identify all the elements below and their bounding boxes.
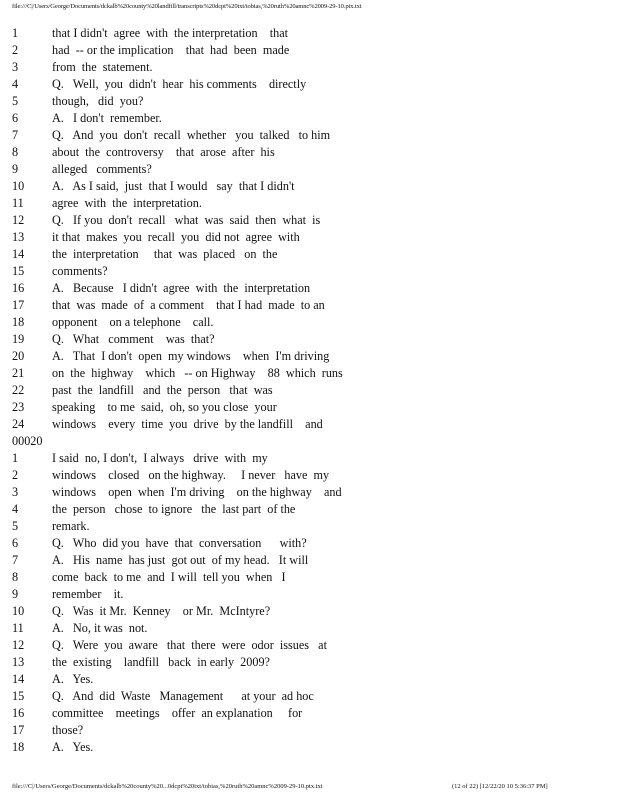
line-number: 12 [12, 638, 25, 652]
line-number: 6 [12, 111, 19, 125]
transcript-line [12, 297, 612, 314]
line-text: opponent on a telephone call. [52, 315, 214, 329]
transcript-line [12, 93, 612, 110]
line-number: 18 [12, 740, 25, 754]
footer-page-info: (12 of 22) [12/22/20 10 5:36:37 PM] [452, 783, 548, 790]
line-number: 14 [12, 247, 25, 261]
line-text: it that makes you recall you did not agree with [52, 230, 300, 244]
line-text: Q. Were you aware that there were odor issues at [52, 638, 327, 652]
transcript-line [12, 671, 612, 688]
page-number-marker: 00020 [12, 434, 43, 448]
transcript-line [12, 59, 612, 76]
line-text: comments? [52, 264, 108, 278]
transcript-line [12, 76, 612, 93]
transcript-line [12, 263, 612, 280]
line-text: those? [52, 723, 84, 737]
transcript-line [12, 178, 612, 195]
line-text: A. Because I didn't agree with the interpretation [52, 281, 311, 295]
transcript-line [12, 365, 612, 382]
line-text: A. Yes. [52, 672, 94, 686]
line-text: A. I don't remember. [52, 111, 162, 125]
line-number: 5 [12, 519, 19, 533]
line-number: 13 [12, 655, 25, 669]
transcript-line [12, 569, 612, 586]
line-text: committee meetings offer an explanation for [52, 706, 303, 720]
line-text: Q. And did Waste Management at your ad hoc [52, 689, 314, 703]
transcript-line [12, 620, 612, 637]
line-text: I said no, I don't, I always drive with my [52, 451, 268, 465]
transcript-line [12, 314, 612, 331]
line-number: 14 [12, 672, 25, 686]
line-number: 2 [12, 468, 19, 482]
line-number: 17 [12, 298, 25, 312]
transcript-line [12, 603, 612, 620]
line-text: Q. Who did you have that conversation with? [52, 536, 307, 550]
transcript-line [12, 484, 612, 501]
transcript-line [12, 144, 612, 161]
line-number: 17 [12, 723, 25, 737]
line-number: 1 [12, 26, 19, 40]
line-text: A. No, it was not. [52, 621, 148, 635]
transcript-line [12, 637, 612, 654]
line-text: alleged comments? [52, 162, 152, 176]
transcript-line [12, 348, 612, 365]
line-number: 22 [12, 383, 25, 397]
transcript-line [12, 280, 612, 297]
line-text: remark. [52, 519, 90, 533]
transcript-line [12, 654, 612, 671]
line-text: had -- or the implication that had been made [52, 43, 290, 57]
line-text: Q. And you don't recall whether you talked to him [52, 128, 331, 142]
transcript-line [12, 127, 612, 144]
line-text: Q. What comment was that? [52, 332, 215, 346]
transcript-line [12, 739, 612, 756]
transcript-line [12, 586, 612, 603]
transcript-line [12, 110, 612, 127]
line-text: remember it. [52, 587, 124, 601]
transcript-line [12, 416, 612, 433]
line-number: 10 [12, 179, 25, 193]
line-number: 15 [12, 689, 25, 703]
line-number: 16 [12, 281, 25, 295]
line-text: from the statement. [52, 60, 153, 74]
line-text: though, did you? [52, 94, 144, 108]
transcript-line [12, 195, 612, 212]
line-number: 23 [12, 400, 25, 414]
line-text: Q. Was it Mr. Kenney or Mr. McIntyre? [52, 604, 271, 618]
line-number: 11 [12, 621, 24, 635]
line-number: 3 [12, 60, 19, 74]
line-text: the person chose to ignore the last part of the [52, 502, 296, 516]
line-text: come back to me and I will tell you when I [52, 570, 286, 584]
line-text: A. Yes. [52, 740, 94, 754]
line-text: Q. If you don't recall what was said then what is [52, 213, 321, 227]
transcript-line [12, 382, 612, 399]
line-number: 15 [12, 264, 25, 278]
transcript-line [12, 688, 612, 705]
line-number: 1 [12, 451, 19, 465]
line-text: windows open when I'm driving on the highway and [52, 485, 342, 499]
footer-file-path: file:///C|/Users/George/Documents/dckalb%20county%20...0dcpt%20txt/tobias,%20ruth%20amnc%2009-29-10.ptx.txt [12, 783, 323, 790]
transcript-line [12, 705, 612, 722]
transcript-line [12, 552, 612, 569]
transcript-line [12, 212, 612, 229]
line-number: 7 [12, 553, 19, 567]
line-number: 5 [12, 94, 19, 108]
line-number: 3 [12, 485, 19, 499]
transcript-line [12, 229, 612, 246]
line-text: that I didn't agree with the interpretation that [52, 26, 289, 40]
line-text: the interpretation that was placed on the [52, 247, 278, 261]
line-text: agree with the interpretation. [52, 196, 202, 210]
line-number: 19 [12, 332, 25, 346]
line-number: 9 [12, 162, 19, 176]
line-number: 8 [12, 145, 19, 159]
transcript-line [12, 42, 612, 59]
line-text: windows every time you drive by the landfill and [52, 417, 323, 431]
line-text: on the highway which -- on Highway 88 which runs [52, 366, 343, 380]
line-number: 2 [12, 43, 19, 57]
line-text: A. That I don't open my windows when I'm driving [52, 349, 330, 363]
line-number: 20 [12, 349, 25, 363]
line-text: past the landfill and the person that was [52, 383, 273, 397]
transcript-line [12, 331, 612, 348]
line-number: 16 [12, 706, 25, 720]
transcript-line [12, 161, 612, 178]
transcript-line [12, 535, 612, 552]
line-number: 18 [12, 315, 25, 329]
line-number: 13 [12, 230, 25, 244]
line-number: 4 [12, 502, 19, 516]
line-number: 8 [12, 570, 19, 584]
line-number: 10 [12, 604, 25, 618]
transcript-line [12, 450, 612, 467]
line-number: 12 [12, 213, 25, 227]
transcript-line [12, 25, 612, 42]
line-number: 6 [12, 536, 19, 550]
transcript-line [12, 722, 612, 739]
line-number: 4 [12, 77, 19, 91]
line-text: that was made of a comment that I had made to an [52, 298, 325, 312]
transcript-body [12, 25, 612, 756]
transcript-line [12, 518, 612, 535]
line-number: 11 [12, 196, 24, 210]
line-text: Q. Well, you didn't hear his comments directly [52, 77, 307, 91]
line-text: A. His name has just got out of my head. It will [52, 553, 309, 567]
transcript-line [12, 399, 612, 416]
transcript-line [12, 501, 612, 518]
line-text: A. As I said, just that I would say that I didn't [52, 179, 295, 193]
file-path-header: file:///C|/Users/George/Documents/dckalb%20county%20landfill/transcripts%20dcpt%20txt/tobias,%20ruth%20amnc%2009-29-10.ptx.txt [12, 3, 362, 10]
line-number: 7 [12, 128, 19, 142]
line-text: the existing landfill back in early 2009? [52, 655, 270, 669]
line-text: windows closed on the highway. I never have my [52, 468, 330, 482]
transcript-line [12, 467, 612, 484]
transcript-line [12, 246, 612, 263]
line-text: about the controversy that arose after his [52, 145, 275, 159]
line-number: 21 [12, 366, 25, 380]
line-text: speaking to me said, oh, so you close your [52, 400, 277, 414]
line-number: 24 [12, 417, 25, 431]
line-number: 9 [12, 587, 19, 601]
